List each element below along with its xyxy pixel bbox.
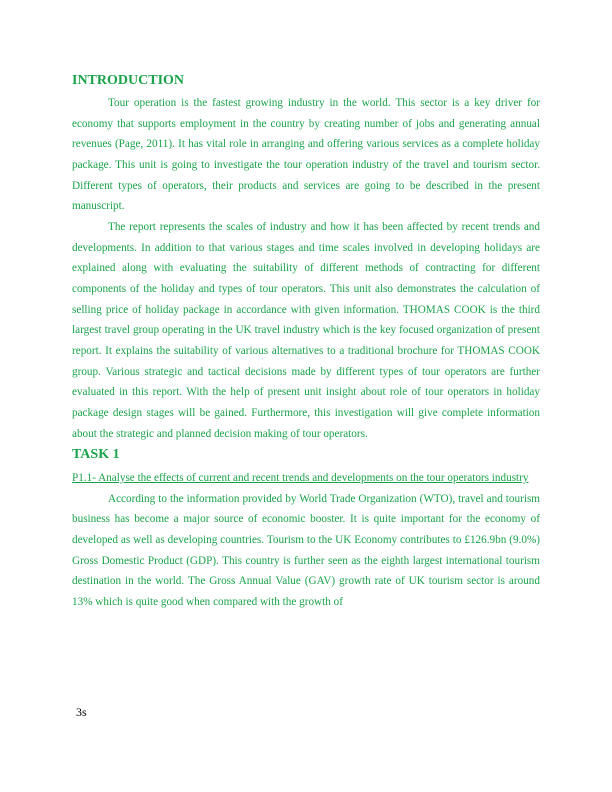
intro-paragraph-1: Tour operation is the fastest growing industry in the world. This sector is a key driver for economy that supports employment in the country by creating number of jobs and generating annual revenues (Page, 2011). It has vital role in arranging and offering various services as a complete holiday package. This unit is going to investigate the tour operation industry of the travel and tourism sector. Different types of operators, their products and services are going to be described in the present manuscript. xyxy=(72,97,540,213)
page-number: 3s xyxy=(76,705,87,719)
page-content xyxy=(72,72,540,613)
introduction-heading: INTRODUCTION xyxy=(72,73,185,88)
task-subheading: P1.1- Analyse the effects of current and recent trends and developments on the tour operators industry xyxy=(72,472,529,485)
task-1-heading: TASK 1 xyxy=(72,447,120,463)
task-paragraph-1: According to the information provided by World Trade Organization (WTO), travel and tourism business has become a major source of economic booster. It is quite important for the economy of developed as well as developing countries. Tourism to the UK Economy contributes to £126.9bn (9.0%) Gross Domestic Product (GDP). This country is further seen as the eighth largest international tourism destination in the world. The Gross Annual Value (GAV) growth rate of UK tourism sector is around 13% which is quite good when compared with the growth of xyxy=(72,492,540,609)
intro-paragraph-2: The report represents the scales of industry and how it has been affected by recent trends and developments. In addition to that various stages and time scales involved in developing holidays are explained along with evaluating the suitability of different methods of contracting for different components of the holiday and types of tour operators. This unit also demonstrates the calculation of selling price of holiday package in accordance with given information. THOMAS COOK is the third largest travel group operating in the UK travel industry which is the key focused organization of present report. It explains the suitability of various alternatives to a traditional brochure for THOMAS COOK group. Various strategic and tactical decisions made by different types of tour operators are further evaluated in this report. With the help of present unit insight about role of tour operators in holiday package design stages will be gained. Furthermore, this investigation will give complete information about the strategic and planned decision making of tour operators. xyxy=(72,220,540,440)
